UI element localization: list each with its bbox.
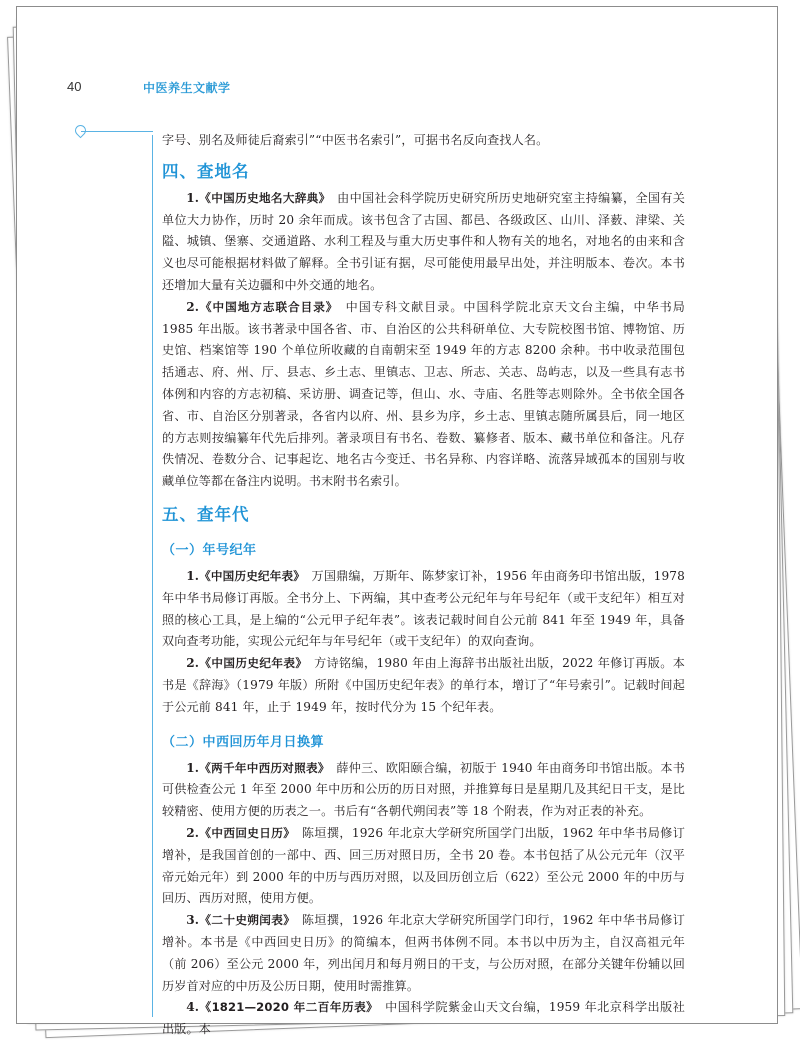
entry-book-title: 《中国地方志联合目录》 xyxy=(199,299,333,314)
entry-paragraph xyxy=(162,566,685,653)
entry-book-title: 《二十史朔闰表》 xyxy=(199,913,290,928)
entry-number: 2. xyxy=(186,656,200,671)
entry-text: 陈垣撰，1926 年北京大学研究所国学门出版，1962 年中华书局修订增补，是我国首创的一部中、西、回三历对照日历，全书 20 卷。本书包括了从公元元年（汉平帝元始元年）到 2000 年的中历与西历对照，以及回历创立后（622）至公元 2000 年的中历与回历、西历对照，使用方便。 xyxy=(162,825,685,906)
entry-paragraph xyxy=(162,653,685,718)
entry-number: 1. xyxy=(186,190,200,205)
entry-number: 1. xyxy=(186,568,200,583)
entry-number: 1. xyxy=(186,760,200,775)
entry-text: 由中国社会科学院历史研究所历史地研究室主持编纂，全国有关单位大力协作，历时 20 余年而成。该书包含了古国、都邑、各级政区、山川、泽薮、津梁、关隘、城镇、堡寨、交通道路、水利工程及与重大历史事件和人物有关的地名，对地名的由来和含义也尽可能根据材料做了解释。全书引证有据，尽可能使用最早出处，并注明版本、卷次。本书还增加大量有关边疆和中外交通的地名。 xyxy=(162,190,685,292)
entry-book-title: 《两千年中西历对照表》 xyxy=(199,760,324,775)
subsection-heading-calendar-conversion: （二）中西回历年月日换算 xyxy=(162,734,325,750)
entry-text: 薛仲三、欧阳颐合编，初版于 1940 年由商务印书馆出版。本书可供检查公元 1 年至 2000 年中历和公历的历日对照，并推算每日是星期几及其纪日干支，是比较精密、使用方便的历表之一。书后有“各朝代朔闰表”等 18 个附表，作为对正表的补充。 xyxy=(162,760,685,819)
entry-text: 万国鼎编，万斯年、陈梦家订补，1956 年由商务印书馆出版，1978 年中华书局修订再版。全书分上、下两编，其中查考公元纪年与年号纪年（或干支纪年）相互对照的核心工具，是上编的“公元甲子纪年表”。该表记载时间自公元前 841 年至 1949 年，具备双向查考功能，实现公元纪年与年号纪年（或干支纪年）的双向查询。 xyxy=(162,568,685,649)
entry-number: 2. xyxy=(186,299,200,314)
entry-paragraph xyxy=(162,823,685,910)
entry-paragraph xyxy=(162,910,685,997)
entry-book-title: 《1821—2020 年二百年历表》 xyxy=(199,1000,373,1015)
entry-book-title: 《中国历史纪年表》 xyxy=(199,568,300,583)
entry-number: 4. xyxy=(186,1000,200,1015)
entry-book-title: 《中国历史地名大辞典》 xyxy=(199,190,325,205)
page-number: 40 xyxy=(67,79,82,94)
entry-number: 2. xyxy=(186,825,200,840)
entry-book-title: 《中国历史纪年表》 xyxy=(199,656,302,671)
entry-paragraph xyxy=(162,188,685,297)
entry-paragraph xyxy=(162,758,685,823)
entry-text: 中国科学院紫金山天文台编，1959 年北京科学出版社出版。本 xyxy=(162,1000,685,1037)
margin-rule-hook xyxy=(81,131,153,138)
running-head-title: 中医养生文献学 xyxy=(143,81,231,95)
entry-text: 方诗铭编，1980 年由上海辞书出版社出版，2022 年修订再版。本书是《辞海》（1979 年版）所附《中国历史纪年表》的单行本，增订了“年号索引”。记载时间起于公元前 841 年，止于 1949 年，按时代分为 15 个纪年表。 xyxy=(162,656,685,714)
page-body xyxy=(162,130,685,1041)
margin-rule xyxy=(152,135,153,1017)
entry-text: 陈垣撰，1926 年北京大学研究所国学门印行，1962 年中华书局修订增补。本书是《中西回史日历》的简编本，但两书体例不同。本书以中历为主，自汉高祖元年（前 206）至公元 2000 年，列出闰月和每月朔日的干支，与公历对照，在部分关键年份辅以回历岁首对应的中历及公历日期，使用时需推算。 xyxy=(162,913,685,993)
entry-text: 中国专科文献目录。中国科学院北京天文台主编，中华书局 1985 年出版。该书著录中国各省、市、自治区的公共科研单位、大专院校图书馆、博物馆、历史馆、档案馆等 190 个单位所收藏的自南朝宋至 1949 年的方志 8200 余种。书中收录范围包括通志、府、州、厅、县志、乡土志、里镇志、卫志、所志、关志、岛屿志，以及一些具有志书体例和内容的方志初稿、采访册、调查记等，但山、水、寺庙、名胜等志则除外。全书依全国各省、市、自治区分别著录，各省内以府、州、县乡为序，乡土志、里镇志随所属县后，同一地区的方志则按编纂年代先后排列。著录项目有书名、卷数、纂修者、版本、藏书单位和备注。凡存佚情况、卷数分合、记事起讫、地名古今变迁、书名异称、内容详略、流落异域孤本的国别与收藏单位等都在备注内说明。书末附书名索引。 xyxy=(162,299,685,489)
entry-paragraph xyxy=(162,997,685,1041)
section-heading-place-names: 四、查地名 xyxy=(162,161,250,181)
entry-book-title: 《中西回史日历》 xyxy=(199,825,290,840)
book-page xyxy=(16,6,778,1037)
subsection-heading-reign-years: （一）年号纪年 xyxy=(162,542,257,558)
intro-paragraph: 字号、别名及师徒后裔索引”“中医书名索引”，可据书名反向查找人名。 xyxy=(162,133,549,147)
entry-paragraph xyxy=(162,297,685,493)
entry-number: 3. xyxy=(186,913,200,928)
section-heading-dates: 五、查年代 xyxy=(162,504,250,524)
